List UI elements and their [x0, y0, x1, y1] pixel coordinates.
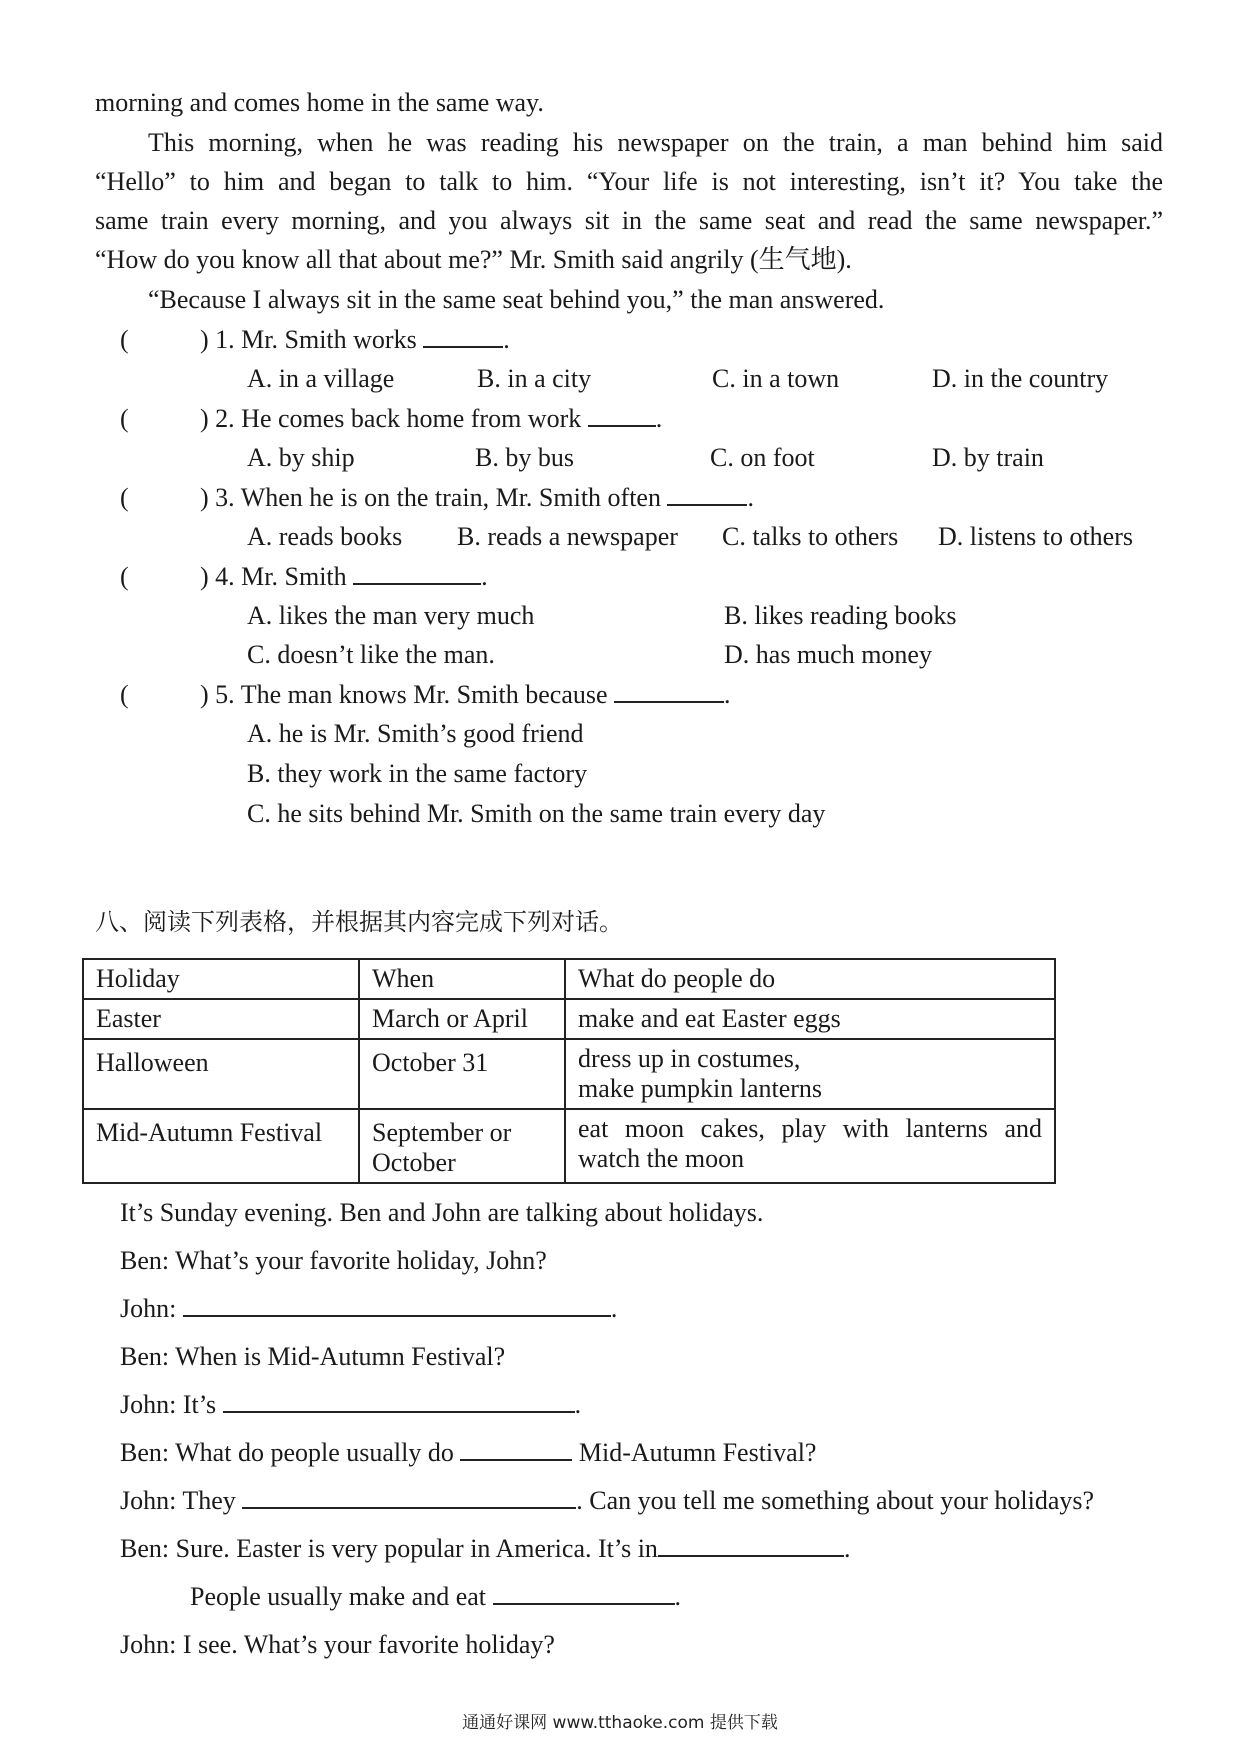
- cell-text-line: watch the moon: [578, 1144, 745, 1173]
- answer-blank[interactable]: [460, 1437, 572, 1461]
- dialogue-text: Mid-Autumn Festival?: [578, 1438, 817, 1467]
- table-cell: [359, 1039, 565, 1109]
- table-header-row: [83, 959, 1055, 999]
- answer-blank[interactable]: [423, 324, 503, 348]
- option-c: C. talks to others: [722, 522, 899, 551]
- page-footer: 通通好课网 www.tthaoke.com 提供下载: [462, 1713, 778, 1733]
- answer-blank[interactable]: [658, 1533, 844, 1557]
- passage-line: “Hello” to him and began to talk to him. “Your life is not interesting, isn’t it? You take the: [95, 167, 1163, 196]
- table-header-cell: Holiday: [83, 959, 359, 999]
- passage-line: “Because I always sit in the same seat behind you,” the man answered.: [148, 285, 885, 314]
- answer-paren-close: ): [200, 325, 209, 354]
- cell-text: Halloween: [96, 1048, 209, 1077]
- dialogue-end: .: [674, 1582, 682, 1611]
- speaker-text: Ben: What do people usually do: [120, 1438, 454, 1467]
- holiday-table: [82, 958, 1056, 1184]
- dialogue-line: [120, 1388, 581, 1422]
- option-c: C. doesn’t like the man.: [247, 640, 495, 669]
- dialogue-intro: It’s Sunday evening. Ben and John are talking about holidays.: [120, 1198, 764, 1227]
- option-d: D. in the country: [932, 364, 1109, 393]
- question-stem: [200, 678, 731, 712]
- question-text: 5. The man knows Mr. Smith because: [215, 680, 608, 709]
- answer-paren-open: (: [120, 404, 129, 433]
- question-text: 4. Mr. Smith: [215, 562, 347, 591]
- question-end: .: [481, 562, 488, 591]
- passage-line: “How do you know all that about me?” Mr. Smith said angrily (生气地).: [95, 245, 852, 274]
- answer-paren-close: ): [200, 562, 209, 591]
- table-cell: Easter: [83, 999, 359, 1039]
- answer-paren-open: (: [120, 325, 129, 354]
- cell-text-line: eat moon cakes, play with lanterns and: [578, 1114, 1042, 1143]
- cell-text-line: make pumpkin lanterns: [578, 1074, 823, 1103]
- option-b: B. likes reading books: [724, 601, 957, 630]
- cell-text-line: dress up in costumes,: [578, 1044, 801, 1073]
- table-cell: [565, 1039, 1055, 1109]
- table-cell: [83, 1109, 359, 1183]
- dialogue-line: [120, 1532, 850, 1566]
- speaker-text: Ben: Sure. Easter is very popular in America. It’s in: [120, 1534, 658, 1563]
- dialogue-text: . Can you tell me something about your holidays?: [576, 1486, 1095, 1515]
- table-row: [83, 1109, 1055, 1183]
- section-heading: 八、阅读下列表格，并根据其内容完成下列对话。: [95, 908, 623, 936]
- question-end: .: [503, 325, 510, 354]
- cell-text-line: September or: [372, 1118, 512, 1147]
- answer-paren-open: (: [120, 562, 129, 591]
- option-d: D. has much money: [724, 640, 932, 669]
- question-text: 1. Mr. Smith works: [215, 325, 417, 354]
- question-text: 2. He comes back home from work: [215, 404, 582, 433]
- question-stem: [200, 560, 488, 594]
- dialogue-line: John: I see. What’s your favorite holiday?: [120, 1630, 555, 1659]
- option-d: D. by train: [932, 443, 1044, 472]
- dialogue-end: .: [574, 1390, 582, 1419]
- question-stem: [200, 323, 510, 357]
- question-stem: [200, 481, 754, 515]
- passage-line: This morning, when he was reading his newspaper on the train, a man behind him said: [148, 128, 1163, 157]
- option-c: C. in a town: [712, 364, 840, 393]
- passage-line: morning and comes home in the same way.: [95, 88, 544, 117]
- question-stem: [200, 402, 662, 436]
- dialogue-line: [120, 1484, 1094, 1518]
- dialogue-line: Ben: When is Mid-Autumn Festival?: [120, 1342, 506, 1371]
- answer-blank[interactable]: [667, 482, 747, 506]
- question-text: 3. When he is on the train, Mr. Smith often: [215, 483, 661, 512]
- answer-paren-open: (: [120, 483, 129, 512]
- option-c: C. on foot: [710, 443, 815, 472]
- table-cell: [359, 1109, 565, 1183]
- answer-blank[interactable]: [183, 1293, 611, 1317]
- cell-text: Mid-Autumn Festival: [96, 1118, 323, 1147]
- dialogue-text: People usually make and eat: [190, 1582, 487, 1611]
- option-a: A. likes the man very much: [247, 601, 535, 630]
- option-b: B. in a city: [477, 364, 592, 393]
- speaker-text: John: It’s: [120, 1390, 217, 1419]
- table-cell: [565, 1109, 1055, 1183]
- option-a: A. reads books: [247, 522, 403, 551]
- answer-blank[interactable]: [353, 561, 481, 585]
- answer-paren-open: (: [120, 680, 129, 709]
- option-a: A. in a village: [247, 364, 395, 393]
- table-row: [83, 999, 1055, 1039]
- table-cell: make and eat Easter eggs: [565, 999, 1055, 1039]
- option-a: A. he is Mr. Smith’s good friend: [247, 719, 584, 748]
- option-d: D. listens to others: [938, 522, 1133, 551]
- question-end: .: [747, 483, 754, 512]
- speaker-text: John: They: [120, 1486, 236, 1515]
- cell-text-line: October: [372, 1148, 456, 1177]
- dialogue-line: Ben: What’s your favorite holiday, John?: [120, 1246, 547, 1275]
- option-c: C. he sits behind Mr. Smith on the same train every day: [247, 799, 826, 828]
- answer-paren-close: ): [200, 404, 209, 433]
- dialogue-line: [120, 1436, 816, 1470]
- question-end: .: [724, 680, 731, 709]
- table-cell: [83, 1039, 359, 1109]
- passage-line: same train every morning, and you always sit in the same seat and read the same newspaper.”: [95, 206, 1163, 235]
- dialogue-end: .: [843, 1534, 851, 1563]
- answer-blank[interactable]: [493, 1581, 675, 1605]
- option-b: B. by bus: [475, 443, 574, 472]
- option-b: B. reads a newspaper: [457, 522, 678, 551]
- table-row: [83, 1039, 1055, 1109]
- table-header-cell: What do people do: [565, 959, 1055, 999]
- speaker-text: John:: [120, 1294, 177, 1323]
- table-cell: March or April: [359, 999, 565, 1039]
- answer-paren-close: ): [200, 680, 209, 709]
- answer-blank[interactable]: [242, 1485, 576, 1509]
- option-b: B. they work in the same factory: [247, 759, 588, 788]
- answer-blank[interactable]: [223, 1389, 575, 1413]
- dialogue-line: [190, 1580, 681, 1614]
- dialogue-line: [120, 1292, 617, 1326]
- answer-blank[interactable]: [588, 403, 656, 427]
- option-a: A. by ship: [247, 443, 355, 472]
- answer-blank[interactable]: [614, 679, 724, 703]
- answer-paren-close: ): [200, 483, 209, 512]
- cell-text: October 31: [372, 1048, 489, 1077]
- question-end: .: [655, 404, 663, 433]
- table-header-cell: When: [359, 959, 565, 999]
- dialogue-end: .: [610, 1294, 618, 1323]
